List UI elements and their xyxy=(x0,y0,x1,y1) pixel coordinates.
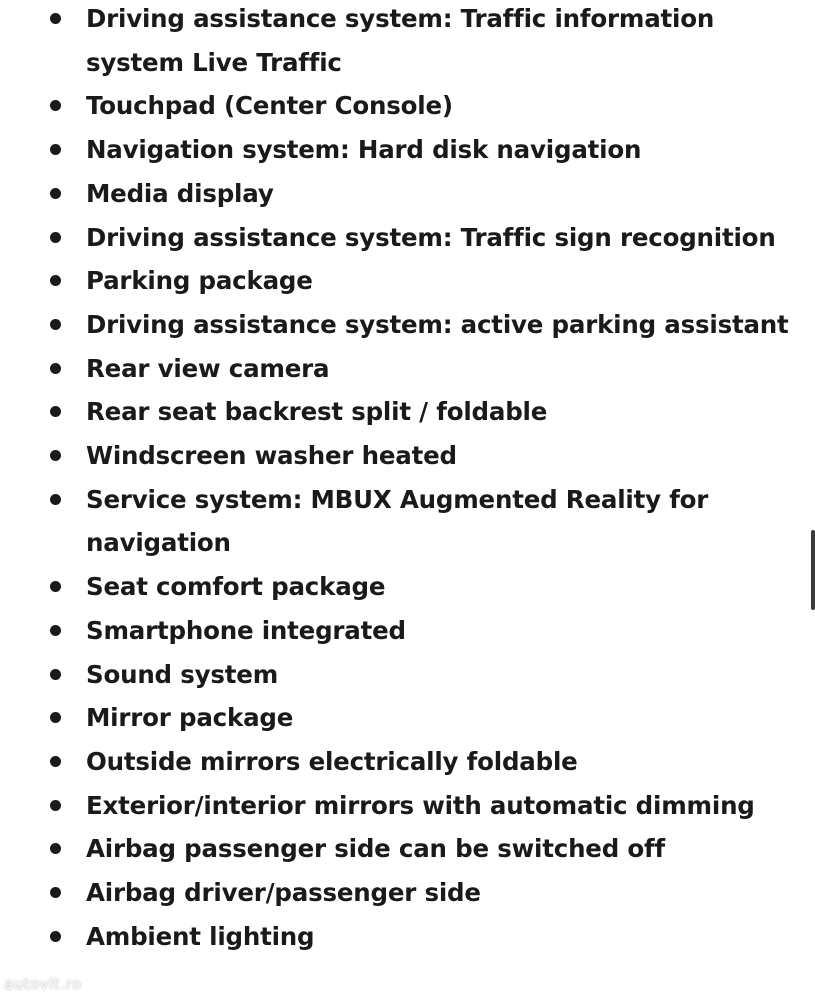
list-item xyxy=(0,0,800,84)
bullet-icon xyxy=(50,232,61,243)
feature-text: Driving assistance system: Traffic sign recognition xyxy=(86,222,776,252)
bullet-icon xyxy=(50,581,61,592)
bullet-icon xyxy=(50,887,61,898)
bullet-icon xyxy=(50,931,61,942)
feature-text: Media display xyxy=(86,178,274,208)
list-item xyxy=(0,478,800,565)
list-item xyxy=(0,259,800,303)
bullet-icon xyxy=(50,756,61,767)
list-item xyxy=(0,696,800,740)
feature-text: Seat comfort package xyxy=(86,572,386,602)
bullet-icon xyxy=(50,188,61,199)
feature-text: Ambient lighting xyxy=(86,921,315,951)
list-item xyxy=(0,653,800,697)
bullet-icon xyxy=(50,669,61,680)
watermark: autovit.ro xyxy=(4,975,82,993)
feature-text: Service system: MBUX Augmented Reality for navigation xyxy=(86,484,709,558)
feature-text: Touchpad (Center Console) xyxy=(86,91,453,121)
list-item xyxy=(0,871,800,915)
list-item xyxy=(0,915,800,959)
bullet-icon xyxy=(50,800,61,811)
list-item xyxy=(0,609,800,653)
feature-text: Rear view camera xyxy=(86,353,330,383)
list-item xyxy=(0,784,800,828)
feature-text: Driving assistance system: Traffic information system Live Traffic xyxy=(86,4,715,77)
list-item xyxy=(0,128,800,172)
bullet-icon xyxy=(50,13,61,24)
list-item xyxy=(0,84,800,128)
bullet-icon xyxy=(50,100,61,111)
list-item xyxy=(0,827,800,871)
feature-text: Sound system xyxy=(86,659,279,689)
bullet-icon xyxy=(50,144,61,155)
list-item xyxy=(0,740,800,784)
bullet-icon xyxy=(50,843,61,854)
list-item xyxy=(0,216,800,260)
feature-text: Parking package xyxy=(86,266,313,296)
bullet-icon xyxy=(50,275,61,286)
bullet-icon xyxy=(50,625,61,636)
feature-text: Airbag driver/passenger side xyxy=(86,878,481,908)
feature-text: Driving assistance system: active parking assistant xyxy=(86,309,789,339)
feature-text: Exterior/interior mirrors with automatic dimming xyxy=(86,790,755,820)
list-item xyxy=(0,565,800,609)
feature-text: Smartphone integrated xyxy=(86,615,406,645)
list-item xyxy=(0,390,800,434)
feature-text: Navigation system: Hard disk navigation xyxy=(86,135,642,165)
scrollbar-thumb[interactable] xyxy=(811,530,815,610)
feature-text: Mirror package xyxy=(86,703,294,733)
list-item xyxy=(0,434,800,478)
feature-text: Windscreen washer heated xyxy=(86,441,457,471)
bullet-icon xyxy=(50,450,61,461)
list-item xyxy=(0,172,800,216)
bullet-icon xyxy=(50,363,61,374)
list-item xyxy=(0,303,800,347)
bullet-icon xyxy=(50,406,61,417)
feature-text: Outside mirrors electrically foldable xyxy=(86,746,578,776)
bullet-icon xyxy=(50,319,61,330)
bullet-icon xyxy=(50,494,61,505)
feature-text: Airbag passenger side can be switched off xyxy=(86,834,665,864)
list-item xyxy=(0,347,800,391)
bullet-icon xyxy=(50,712,61,723)
feature-text: Rear seat backrest split / foldable xyxy=(86,397,548,427)
